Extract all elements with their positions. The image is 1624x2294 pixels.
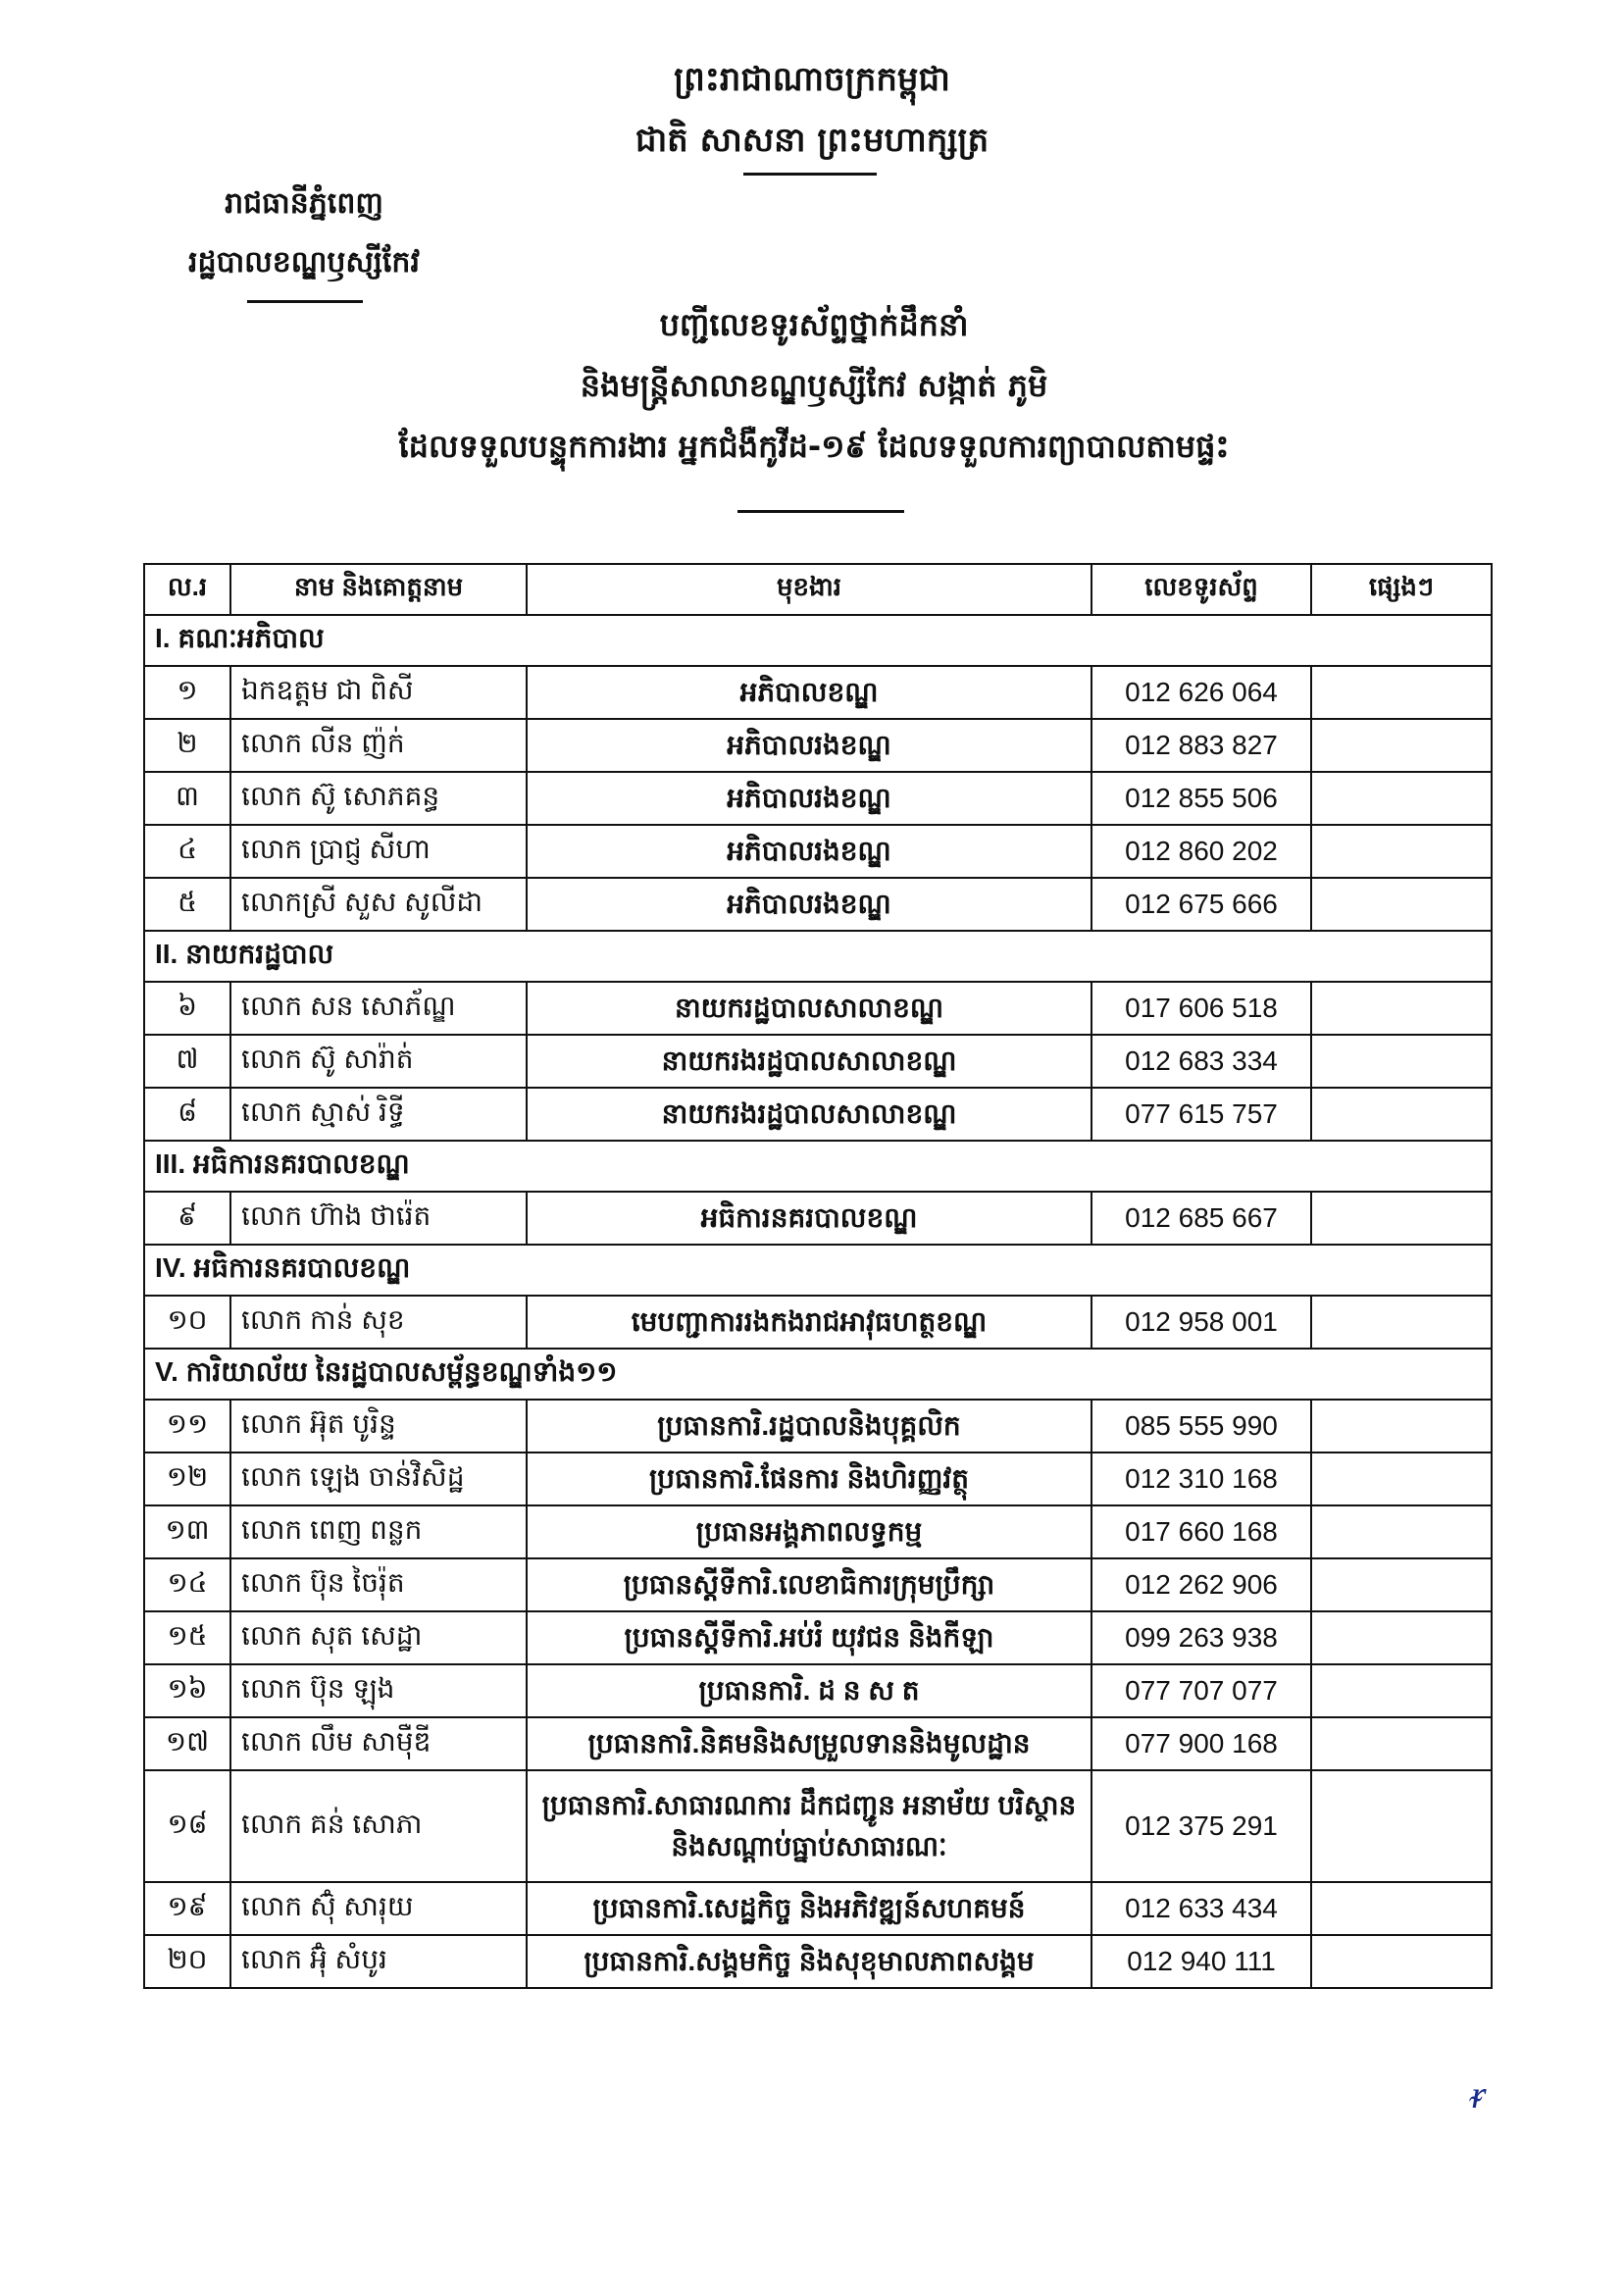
note-cell (1311, 1882, 1492, 1935)
row-number: ១០ (144, 1296, 230, 1349)
row-number: ១២ (144, 1453, 230, 1505)
phone-number: 012 855 506 (1091, 772, 1311, 825)
row-number: ៨ (144, 1088, 230, 1141)
title-line1: បញ្ជីលេខទូរស័ព្ទថ្នាក់ដឹកនាំ (659, 306, 969, 343)
row-number: ៣ (144, 772, 230, 825)
table-row (144, 982, 1492, 1035)
person-name: លោក អ៊ុត បូរិន្ទ (230, 1400, 527, 1453)
row-number: ១១ (144, 1400, 230, 1453)
note-cell (1311, 878, 1492, 931)
row-number: ១៦ (144, 1664, 230, 1717)
note-cell (1311, 772, 1492, 825)
person-name: លោក ឡេង ចាន់វិសិដ្ឋ (230, 1453, 527, 1505)
person-name: លោក ស៊ូ សារ៉ាត់ (230, 1035, 527, 1088)
table-row (144, 1611, 1492, 1664)
header-phone: លេខទូរស័ព្ទ (1091, 564, 1311, 615)
section-title: II. នាយករដ្ឋបាល (144, 931, 1492, 982)
person-name: លោក សន សោភ័ណ្ឌ (230, 982, 527, 1035)
section-title: V. ការិយាល័យ នៃរដ្ឋបាលសម្ព័ន្ធខណ្ឌទាំង១១ (144, 1349, 1492, 1400)
row-number: ១៨ (144, 1770, 230, 1882)
person-name: លោក កាន់ សុខ (230, 1296, 527, 1349)
person-name: លោក ស្មាស់ រិទ្ធី (230, 1088, 527, 1141)
position-title: ប្រធានអង្គភាពលទ្ធកម្ម (527, 1505, 1091, 1558)
row-number: ៥ (144, 878, 230, 931)
phone-number: 085 555 990 (1091, 1400, 1311, 1453)
section-title: I. គណៈអភិបាល (144, 615, 1492, 666)
position-title: ប្រធានការិ.និគមនិងសម្រួលទាននិងមូលដ្ឋាន (527, 1717, 1091, 1770)
header-position: មុខងារ (527, 564, 1091, 615)
table-row (144, 719, 1492, 772)
note-cell (1311, 1088, 1492, 1141)
position-title: ប្រធានការិ. ដ ន ស ត (527, 1664, 1091, 1717)
person-name: លោក ស៊ូ សោភគន្ធ (230, 772, 527, 825)
phone-number: 077 900 168 (1091, 1717, 1311, 1770)
phone-number: 099 263 938 (1091, 1611, 1311, 1664)
person-name: លោក អ៊ុំ សំបូរ (230, 1935, 527, 1988)
person-name: លោក ស៊ុំ សារុយ (230, 1882, 527, 1935)
person-name: លោក ពេញ ពន្លក (230, 1505, 527, 1558)
phone-number: 012 685 667 (1091, 1192, 1311, 1245)
table-row (144, 1035, 1492, 1088)
table-body (144, 615, 1492, 1988)
document-title (196, 294, 1432, 477)
phone-number: 077 615 757 (1091, 1088, 1311, 1141)
row-number: ១៣ (144, 1505, 230, 1558)
person-name: លោក លឹម សាម៉ឺឌី (230, 1717, 527, 1770)
ministry-header (177, 175, 431, 292)
position-title: អភិបាលរងខណ្ឌ (527, 772, 1091, 825)
position-title: អធិការនគរបាលខណ្ឌ (527, 1192, 1091, 1245)
table-row (144, 1770, 1492, 1882)
table-row (144, 1296, 1492, 1349)
note-cell (1311, 1453, 1492, 1505)
note-cell (1311, 1717, 1492, 1770)
section-title: IV. អធិការនគរបាលខណ្ឌ (144, 1245, 1492, 1296)
phone-number: 012 940 111 (1091, 1935, 1311, 1988)
phone-number: 012 262 906 (1091, 1558, 1311, 1611)
note-cell (1311, 1935, 1492, 1988)
table-row (144, 772, 1492, 825)
person-name: លោក ប៊ុន ចៃរ៉ុត (230, 1558, 527, 1611)
person-name: លោក គន់ សោភា (230, 1770, 527, 1882)
note-cell (1311, 1664, 1492, 1717)
table-row (144, 1558, 1492, 1611)
row-number: ១៤ (144, 1558, 230, 1611)
phone-number: 012 626 064 (1091, 666, 1311, 719)
header-no: ល.រ (144, 564, 230, 615)
position-title: នាយករដ្ឋបាលសាលាខណ្ឌ (527, 982, 1091, 1035)
phone-number: 012 675 666 (1091, 878, 1311, 931)
section-row (144, 615, 1492, 666)
position-title: ប្រធានការិ.សង្គមកិច្ច និងសុខុមាលភាពសង្គម (527, 1935, 1091, 1988)
phone-number: 077 707 077 (1091, 1664, 1311, 1717)
row-number: ៤ (144, 825, 230, 878)
header-name: នាម និងគោត្តនាម (230, 564, 527, 615)
row-number: ១៥ (144, 1611, 230, 1664)
position-title: នាយករងរដ្ឋបាលសាលាខណ្ឌ (527, 1088, 1091, 1141)
note-cell (1311, 1611, 1492, 1664)
title-line3: ដែលទទួលបន្ទុកការងារ អ្នកជំងឺកូវីដ-១៩ ដែលទទួលការព្យាបាលតាមផ្ទះ (398, 428, 1230, 465)
position-title: ប្រធានការិ.រដ្ឋបាលនិងបុគ្គលិក (527, 1400, 1091, 1453)
section-row (144, 1141, 1492, 1192)
table-header-row (144, 564, 1492, 615)
table-row (144, 1935, 1492, 1988)
position-title: នាយករងរដ្ឋបាលសាលាខណ្ឌ (527, 1035, 1091, 1088)
table-row (144, 878, 1492, 931)
row-number: ១៩ (144, 1882, 230, 1935)
table-row (144, 1882, 1492, 1935)
position-title: ប្រធានការិ.ផែនការ និងហិរញ្ញវត្ថុ (527, 1453, 1091, 1505)
kingdom-header (0, 49, 1624, 171)
row-number: ១៧ (144, 1717, 230, 1770)
row-number: ២០ (144, 1935, 230, 1988)
note-cell (1311, 1192, 1492, 1245)
position-title: ប្រធានការិ.សេដ្ឋកិច្ច និងអភិវឌ្ឍន៍សហគមន៍ (527, 1882, 1091, 1935)
section-row (144, 1245, 1492, 1296)
note-cell (1311, 1296, 1492, 1349)
position-title: អភិបាលរងខណ្ឌ (527, 719, 1091, 772)
district-name: រដ្ឋបាលខណ្ឌឫស្សីកែវ (188, 245, 420, 280)
table-row (144, 1664, 1492, 1717)
table-row (144, 1717, 1492, 1770)
row-number: ៦ (144, 982, 230, 1035)
table-row (144, 666, 1492, 719)
note-cell (1311, 1400, 1492, 1453)
city-name: រាជធានីភ្នំពេញ (225, 186, 383, 221)
person-name: ឯកឧត្តម ជា ពិសី (230, 666, 527, 719)
person-name: លោក ប៊ុន ឡុង (230, 1664, 527, 1717)
position-title: ប្រធានស្តីទីការិ.លេខាធិការក្រុមប្រឹក្សា (527, 1558, 1091, 1611)
note-cell (1311, 666, 1492, 719)
title-divider (737, 510, 904, 513)
note-cell (1311, 825, 1492, 878)
header-note: ផ្សេងៗ (1311, 564, 1492, 615)
contact-table (143, 563, 1493, 1989)
phone-number: 017 660 168 (1091, 1505, 1311, 1558)
section-title: III. អធិការនគរបាលខណ្ឌ (144, 1141, 1492, 1192)
note-cell (1311, 1770, 1492, 1882)
title-line2: និងមន្ត្រីសាលាខណ្ឌឫស្សីកែវ សង្កាត់ ភូមិ (580, 367, 1048, 404)
table-row (144, 1453, 1492, 1505)
position-title: អភិបាលរងខណ្ឌ (527, 878, 1091, 931)
table-row (144, 825, 1492, 878)
initial-mark: ᵲ (1471, 2072, 1487, 2117)
position-title: មេបញ្ជាការរងកងរាជអាវុធហត្ថខណ្ឌ (527, 1296, 1091, 1349)
kingdom-motto-line1: ព្រះរាជាណាចក្រកម្ពុជា (674, 60, 950, 99)
row-number: ១ (144, 666, 230, 719)
note-cell (1311, 1558, 1492, 1611)
table-row (144, 1088, 1492, 1141)
note-cell (1311, 1035, 1492, 1088)
phone-number: 012 883 827 (1091, 719, 1311, 772)
position-title: ប្រធានស្តីទីការិ.អប់រំ យុវជន និងកីឡា (527, 1611, 1091, 1664)
person-name: លោក លីន ញ៉ក់ (230, 719, 527, 772)
table-row (144, 1192, 1492, 1245)
phone-number: 012 683 334 (1091, 1035, 1311, 1088)
phone-number: 012 375 291 (1091, 1770, 1311, 1882)
position-title: អភិបាលខណ្ឌ (527, 666, 1091, 719)
note-cell (1311, 982, 1492, 1035)
note-cell (1311, 1505, 1492, 1558)
position-title: អភិបាលរងខណ្ឌ (527, 825, 1091, 878)
person-name: លោកស្រី សួស សូលីដា (230, 878, 527, 931)
phone-number: 012 310 168 (1091, 1453, 1311, 1505)
row-number: ៧ (144, 1035, 230, 1088)
position-title: ប្រធានការិ.សាធារណការ ដឹកជញ្ជូន អនាម័យ បរិស្ថាន និងសណ្តាប់ធ្នាប់សាធារណៈ (527, 1770, 1091, 1882)
phone-number: 012 860 202 (1091, 825, 1311, 878)
row-number: ៩ (144, 1192, 230, 1245)
person-name: លោក ប្រាជ្ញ សីហា (230, 825, 527, 878)
table-row (144, 1505, 1492, 1558)
person-name: លោក ហ៊ាង ថារ៉េត (230, 1192, 527, 1245)
phone-number: 012 633 434 (1091, 1882, 1311, 1935)
person-name: លោក សុត សេដ្ឋា (230, 1611, 527, 1664)
kingdom-motto-line2: ជាតិ សាសនា ព្រះមហាក្សត្រ (634, 121, 990, 160)
note-cell (1311, 719, 1492, 772)
table-row (144, 1400, 1492, 1453)
phone-number: 012 958 001 (1091, 1296, 1311, 1349)
phone-number: 017 606 518 (1091, 982, 1311, 1035)
kingdom-divider (743, 173, 877, 176)
row-number: ២ (144, 719, 230, 772)
section-row (144, 931, 1492, 982)
section-row (144, 1349, 1492, 1400)
